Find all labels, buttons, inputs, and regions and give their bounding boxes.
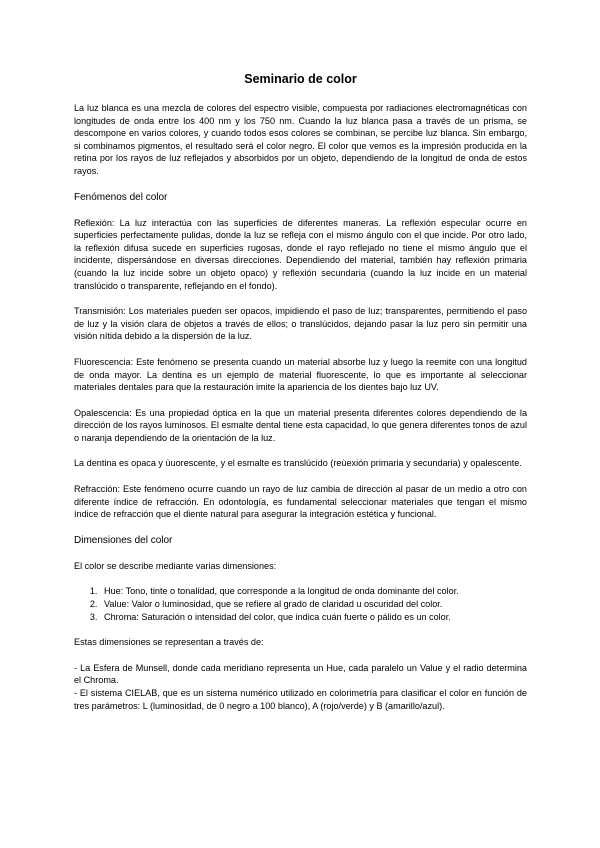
- dimensions-list: [74, 585, 527, 623]
- paragraph-opalescencia: Opalescencia: Es una propiedad óptica en la que un material presenta diferentes colores dependiendo de la dirección de los rayos luminosos. El esmalte dental tiene esta capacidad, lo que genera diferentes tonos de azul o naranja dependiendo de la orientación de la luz.: [74, 407, 527, 443]
- paragraph-transmision: Transmisión: Los materiales pueden ser opacos, impidiendo el paso de luz; transparentes, permitiendo el paso de luz y la visión clara de objetos a través de ellos; o translúcidos, dejando pasar la luz pero sin permitir una visión nítida debido a la dispersión de la luz.: [74, 306, 527, 342]
- section-heading-phenomena: Fenómenos del color: [74, 191, 168, 203]
- bullet-munsell: - La Esfera de Munsell, donde cada meridiano representa un Hue, cada paralelo un Value y el radio determina el Chroma.: [74, 662, 527, 686]
- paragraph-fluorescencia: Fluorescencia: Este fenómeno se presenta cuando un material absorbe luz y luego la reemite con una longitud de onda mayor. La dentina es un ejemplo de material fluorescente, lo que es importante al seleccionar materiales dentales para que la restauración imite la apariencia de los dientes bajo luz UV.: [74, 356, 527, 393]
- section-heading-dimensions: Dimensiones del color: [74, 534, 173, 546]
- paragraph-refraccion: Refracción: Este fenómeno ocurre cuando un rayo de luz cambia de dirección al pasar de un medio a otro con diferente índice de refracción. En odontología, es fundamental seleccionar materiales que tengan el mismo índice de refracción que el diente natural para asegurar la integración estética y funcional.: [74, 484, 527, 520]
- document-title: Seminario de color: [244, 72, 357, 86]
- list-item: 2. Value: Valor o luminosidad, que se refiere al grado de claridad u oscuridad del color.: [100, 598, 527, 611]
- paragraph-reflexion: Reflexión: La luz interactúa con las superficies de diferentes maneras. La reflexión especular ocurre en superficies perfectamente pulidas, donde la luz se refleja con el mismo ángulo con el que incide. Por otro lado, la reflexión difusa sucede en superficies rugosas, donde el rayo reflejado no tiene el mismo ángulo que el incidente, dispersándose en diversas direcciones. Dependiendo del material, también hay reflexión primaria (cuando la luz incide sobre un objeto opaco) y reflexión secundaria (cuando la luz incide en un material translúcido o transparente, reflejando en el fondo).: [74, 217, 527, 291]
- representation-list: [74, 662, 527, 712]
- dimensions-lead: El color se describe mediante varias dimensiones:: [74, 560, 277, 571]
- document-page: [74, 72, 527, 712]
- representation-lead: Estas dimensiones se representan a través de:: [74, 637, 264, 648]
- list-item: 1. Hue: Tono, tinte o tonalidad, que corresponde a la longitud de onda dominante del color.: [100, 585, 527, 598]
- intro-paragraph: La luz blanca es una mezcla de colores del espectro visible, compuesta por radiaciones electromagnéticas con longitudes de onda entre los 400 nm y los 750 nm. Cuando la luz blanca pasa a través de un prisma, se descompone en varios colores, y cuando todos esos colores se combinan, se percibe luz blanca. Sin embargo, si combinamos pigmentos, el resultado será el color negro. El color que vemos es la impresión producida en la retina por los rayos de luz reflejados y absorbidos por un objeto, dependiendo de la longitud de onda de estos rayos.: [74, 103, 527, 176]
- list-item: 3. Chroma: Saturación o intensidad del color, que indica cuán fuerte o pálido es un color.: [100, 611, 527, 624]
- paragraph-dentina: La dentina es opaca y ùuorescente, y el esmalte es translúcido (reùexión primaria y secundaria) y opalescente.: [74, 458, 522, 469]
- bullet-cielab: - El sistema CIELAB, que es un sistema numérico utilizado en colorimetría para clasificar el color en función de tres parámetros: L (luminosidad, de 0 negro a 100 blanco), A (rojo/verde) y B (amarillo/azul).: [74, 688, 527, 711]
